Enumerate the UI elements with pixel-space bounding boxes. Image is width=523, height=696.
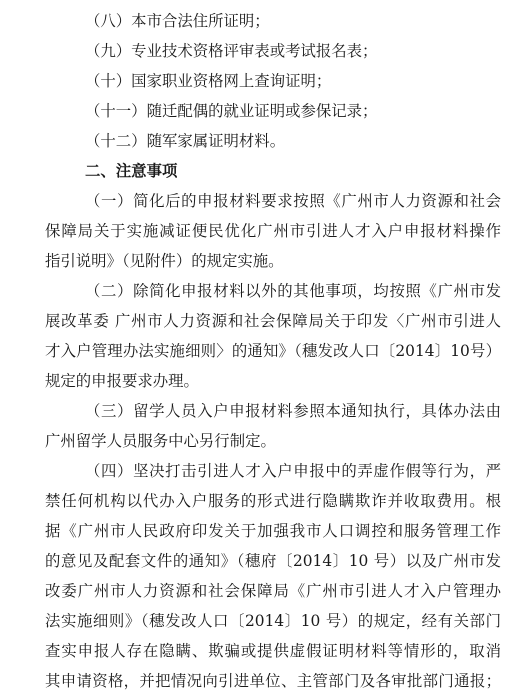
paragraph-line: （一）简化后的申报材料要求按照《广州市人力资源和社会: [85, 192, 501, 210]
paragraph-line: 法实施细则》（穗发改人口〔2014〕10 号）的规定，经有关部门: [45, 612, 501, 630]
paragraph-3: [45, 396, 501, 456]
paragraph-2: [45, 276, 501, 396]
paragraph-line: 广州留学人员服务中心另行制定。: [45, 432, 276, 450]
paragraph-line: 改委广州市人力资源和社会保障局《广州市引进人才入户管理办: [45, 582, 501, 600]
list-item: （十二）随军家属证明材料。: [85, 132, 286, 150]
list-item: （八）本市合法住所证明；: [85, 12, 270, 30]
paragraph-1: [45, 186, 501, 276]
list-item: （十一）随迁配偶的就业证明或参保记录；: [85, 102, 378, 120]
paragraph-line: 规定的申报要求办理。: [45, 372, 199, 390]
paragraph-line: 的意见及配套文件的通知》（穗府〔2014〕10 号）以及广州市发: [45, 552, 501, 570]
paragraph-line: 才入户管理办法实施细则〉的通知》（穗发改人口〔2014〕10号）: [45, 342, 501, 360]
paragraph-line: 展改革委 广州市人力资源和社会保障局关于印发〈广州市引进人: [45, 312, 501, 330]
paragraph-line: 禁任何机构以代办入户服务的形式进行隐瞒欺诈并收取费用。根: [45, 492, 501, 510]
paragraph-line: 保障局关于实施减证便民优化广州市引进人才入户申报材料操作: [45, 222, 501, 240]
materials-list: [45, 6, 501, 156]
list-item: （九）专业技术资格评审表或考试报名表；: [85, 42, 378, 60]
paragraph-line: （二）除简化申报材料以外的其他事项，均按照《广州市发: [85, 282, 501, 300]
paragraph-line: 查实申报人存在隐瞒、欺骗或提供虚假证明材料等情形的，取消: [45, 642, 501, 660]
paragraph-line: （三）留学人员入户申报材料参照本通知执行，具体办法由: [85, 402, 501, 420]
paragraph-line: 其申请资格，并把情况向引进单位、主管部门及各审批部门通报；: [45, 672, 501, 690]
paragraph-line: 据《广州市人民政府印发关于加强我市人口调控和服务管理工作: [45, 522, 501, 540]
section-heading: 二、注意事项: [85, 162, 178, 180]
paragraph-4: [45, 456, 501, 696]
paragraph-line: 指引说明》（见附件）的规定实施。: [45, 252, 284, 270]
list-item: （十）国家职业资格网上查询证明；: [85, 72, 332, 90]
paragraph-line: （四）坚决打击引进人才入户申报中的弄虚作假等行为，严: [85, 462, 501, 480]
